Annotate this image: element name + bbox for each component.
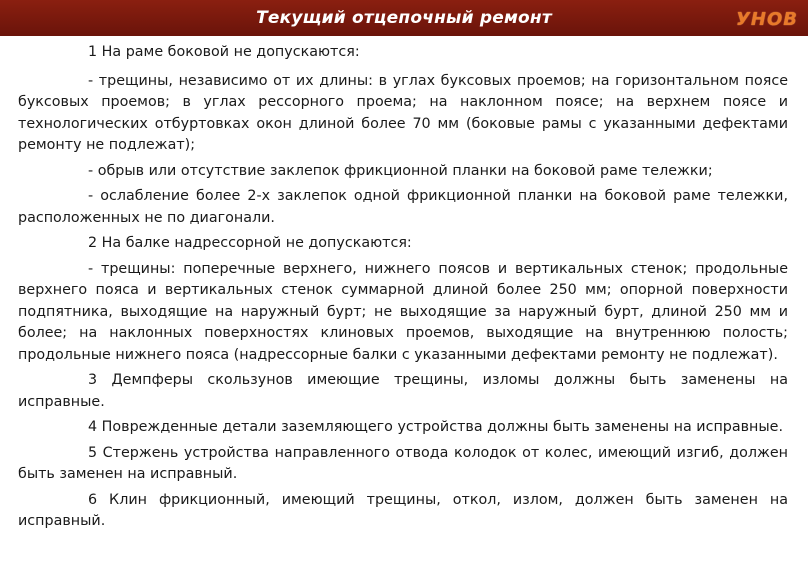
company-logo: УНОВ xyxy=(736,9,798,30)
title-bar xyxy=(0,0,808,36)
paragraph-4-grounding: 4 Поврежденные детали заземляющего устройства должны быть заменены на исправные. xyxy=(88,419,784,435)
paragraph-cracks-side-frame: - трещины, независимо от их длины: в углах буксовых проемов; на горизонтальном поясе буксовых проемов; в углах рессорного проема; на наклонном поясе; на верхнем поясе и технологических отбуртовках окон длиной более 70 мм (боковые рамы с указанными дефектами ремонту не подлежат); xyxy=(18,72,788,153)
paragraph-cracks-bolster: - трещины: поперечные верхнего, нижнего поясов и вертикальных стенок; продольные верхнего пояса и вертикальных стенок суммарной длиной более 250 мм; опорной поверхности подпятника, выходящие на наружный бурт; не выходящие за наружный бурт, длиной 250 мм и более; на наклонных поверхностях клиновых проемов, выходящие на внутреннюю полость; продольные нижнего пояса (надрессорные балки с указанными дефектами ремонту не подлежат). xyxy=(18,260,788,363)
paragraph-rivets-loose: - ослабление более 2-х заклепок одной фрикционной планки на боковой раме тележки, расположенных не по диагонали. xyxy=(18,188,788,226)
paragraph-6-wedge: 6 Клин фрикционный, имеющий трещины, откол, излом, должен быть заменен на исправный. xyxy=(18,491,788,529)
page-title: Текущий отцепочный ремонт xyxy=(256,8,552,28)
paragraph-3-dampers: 3 Демпферы скользунов имеющие трещины, изломы должны быть заменены на исправные. xyxy=(18,372,788,410)
paragraph-rivets-missing: - обрыв или отсутствие заклепок фрикционной планки на боковой раме тележки; xyxy=(88,162,713,179)
paragraph-2-heading: 2 На балке надрессорной не допускаются: xyxy=(88,235,412,251)
paragraph-1-heading: 1 На раме боковой не допускаются: xyxy=(88,44,360,60)
paragraph-5-rod: 5 Стержень устройства направленного отвода колодок от колес, имеющий изгиб, должен быть заменен на исправный. xyxy=(18,444,788,482)
document-body xyxy=(18,42,788,537)
